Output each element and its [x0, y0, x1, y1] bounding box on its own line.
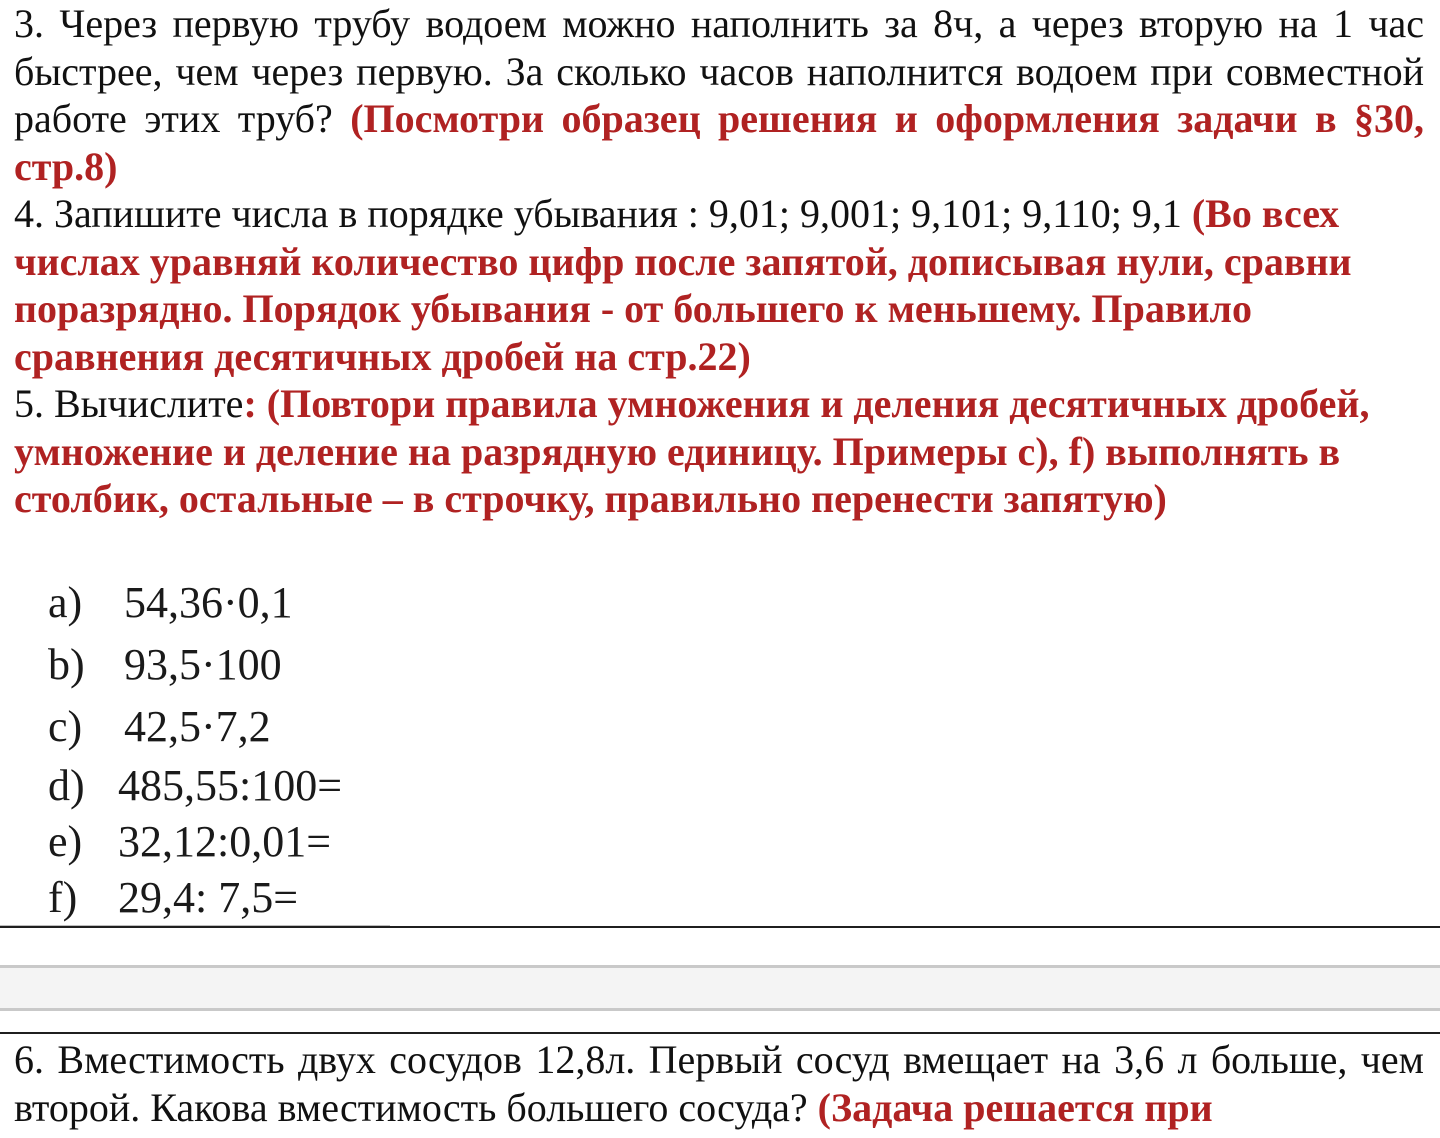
- example-label: d): [48, 761, 85, 810]
- task-4-paragraph: [14, 190, 1424, 380]
- example-expression: 485,55:100=: [118, 761, 343, 810]
- task-5-examples-list: [48, 572, 648, 926]
- page-break-divider: [0, 926, 1440, 928]
- example-expression: 93,5·100: [124, 640, 282, 689]
- task-4-hint: (Во всех числах уравняй количество цифр после запятой, дописывая нули, сравни поразрядно. Порядок убывания - от большего к меньшему. Правило сравнения десятичных дробей на стр.22): [14, 191, 1352, 379]
- example-item-f: [48, 870, 648, 926]
- task-3-text: 3. Через первую трубу водоем можно наполнить за 8ч, а через вторую на 1 час быстрее, чем через первую. За сколько часов наполнится водоем при совместной работе этих труб?: [14, 1, 1424, 141]
- task-3-paragraph: [14, 0, 1424, 190]
- example-expression: 32,12:0,01=: [118, 817, 332, 866]
- task-5-hint: : (Повтори правила умножения и деления десятичных дробей, умножение и деление на разрядную единицу. Примеры c), f) выполнять в столбик, остальные – в строчку, правильно перенести запятую): [14, 381, 1370, 521]
- example-label: f): [48, 873, 78, 922]
- task-4-text: 4. Запишите числа в порядке убывания : 9,01; 9,001; 9,101; 9,110; 9,1: [14, 191, 1192, 236]
- example-label: a): [48, 578, 83, 627]
- example-expression: 29,4: 7,5=: [118, 873, 299, 922]
- example-expression: 42,5·7,2: [124, 702, 271, 751]
- example-label: b): [48, 640, 85, 689]
- task-6-text: 6. Вместимость двух сосудов 12,8л. Первый сосуд вмещает на 3,6 л больше, чем второй. Какова вместимость большего сосуда?: [14, 1037, 1424, 1130]
- example-expression: 54,36·0,1: [124, 578, 293, 627]
- task-6-paragraph: [14, 1036, 1424, 1131]
- document-page-bottom: [14, 1036, 1424, 1131]
- example-item-b: [48, 634, 648, 696]
- task-6-hint: (Задача решается при: [817, 1084, 1213, 1130]
- example-item-a: [48, 572, 648, 634]
- page-top-divider: [0, 1032, 1440, 1034]
- task-5-text: 5. Вычислите: [14, 381, 244, 426]
- document-page-top: [14, 0, 1424, 523]
- example-label: c): [48, 702, 83, 751]
- example-item-c: [48, 696, 648, 758]
- example-item-e: [48, 814, 648, 870]
- example-item-d: [48, 758, 648, 814]
- example-label: e): [48, 817, 83, 866]
- task-5-paragraph: [14, 380, 1424, 523]
- page-gap-band: [0, 965, 1440, 1011]
- task-3-hint: (Посмотри образец решения и оформления задачи в §30, стр.8): [14, 96, 1425, 189]
